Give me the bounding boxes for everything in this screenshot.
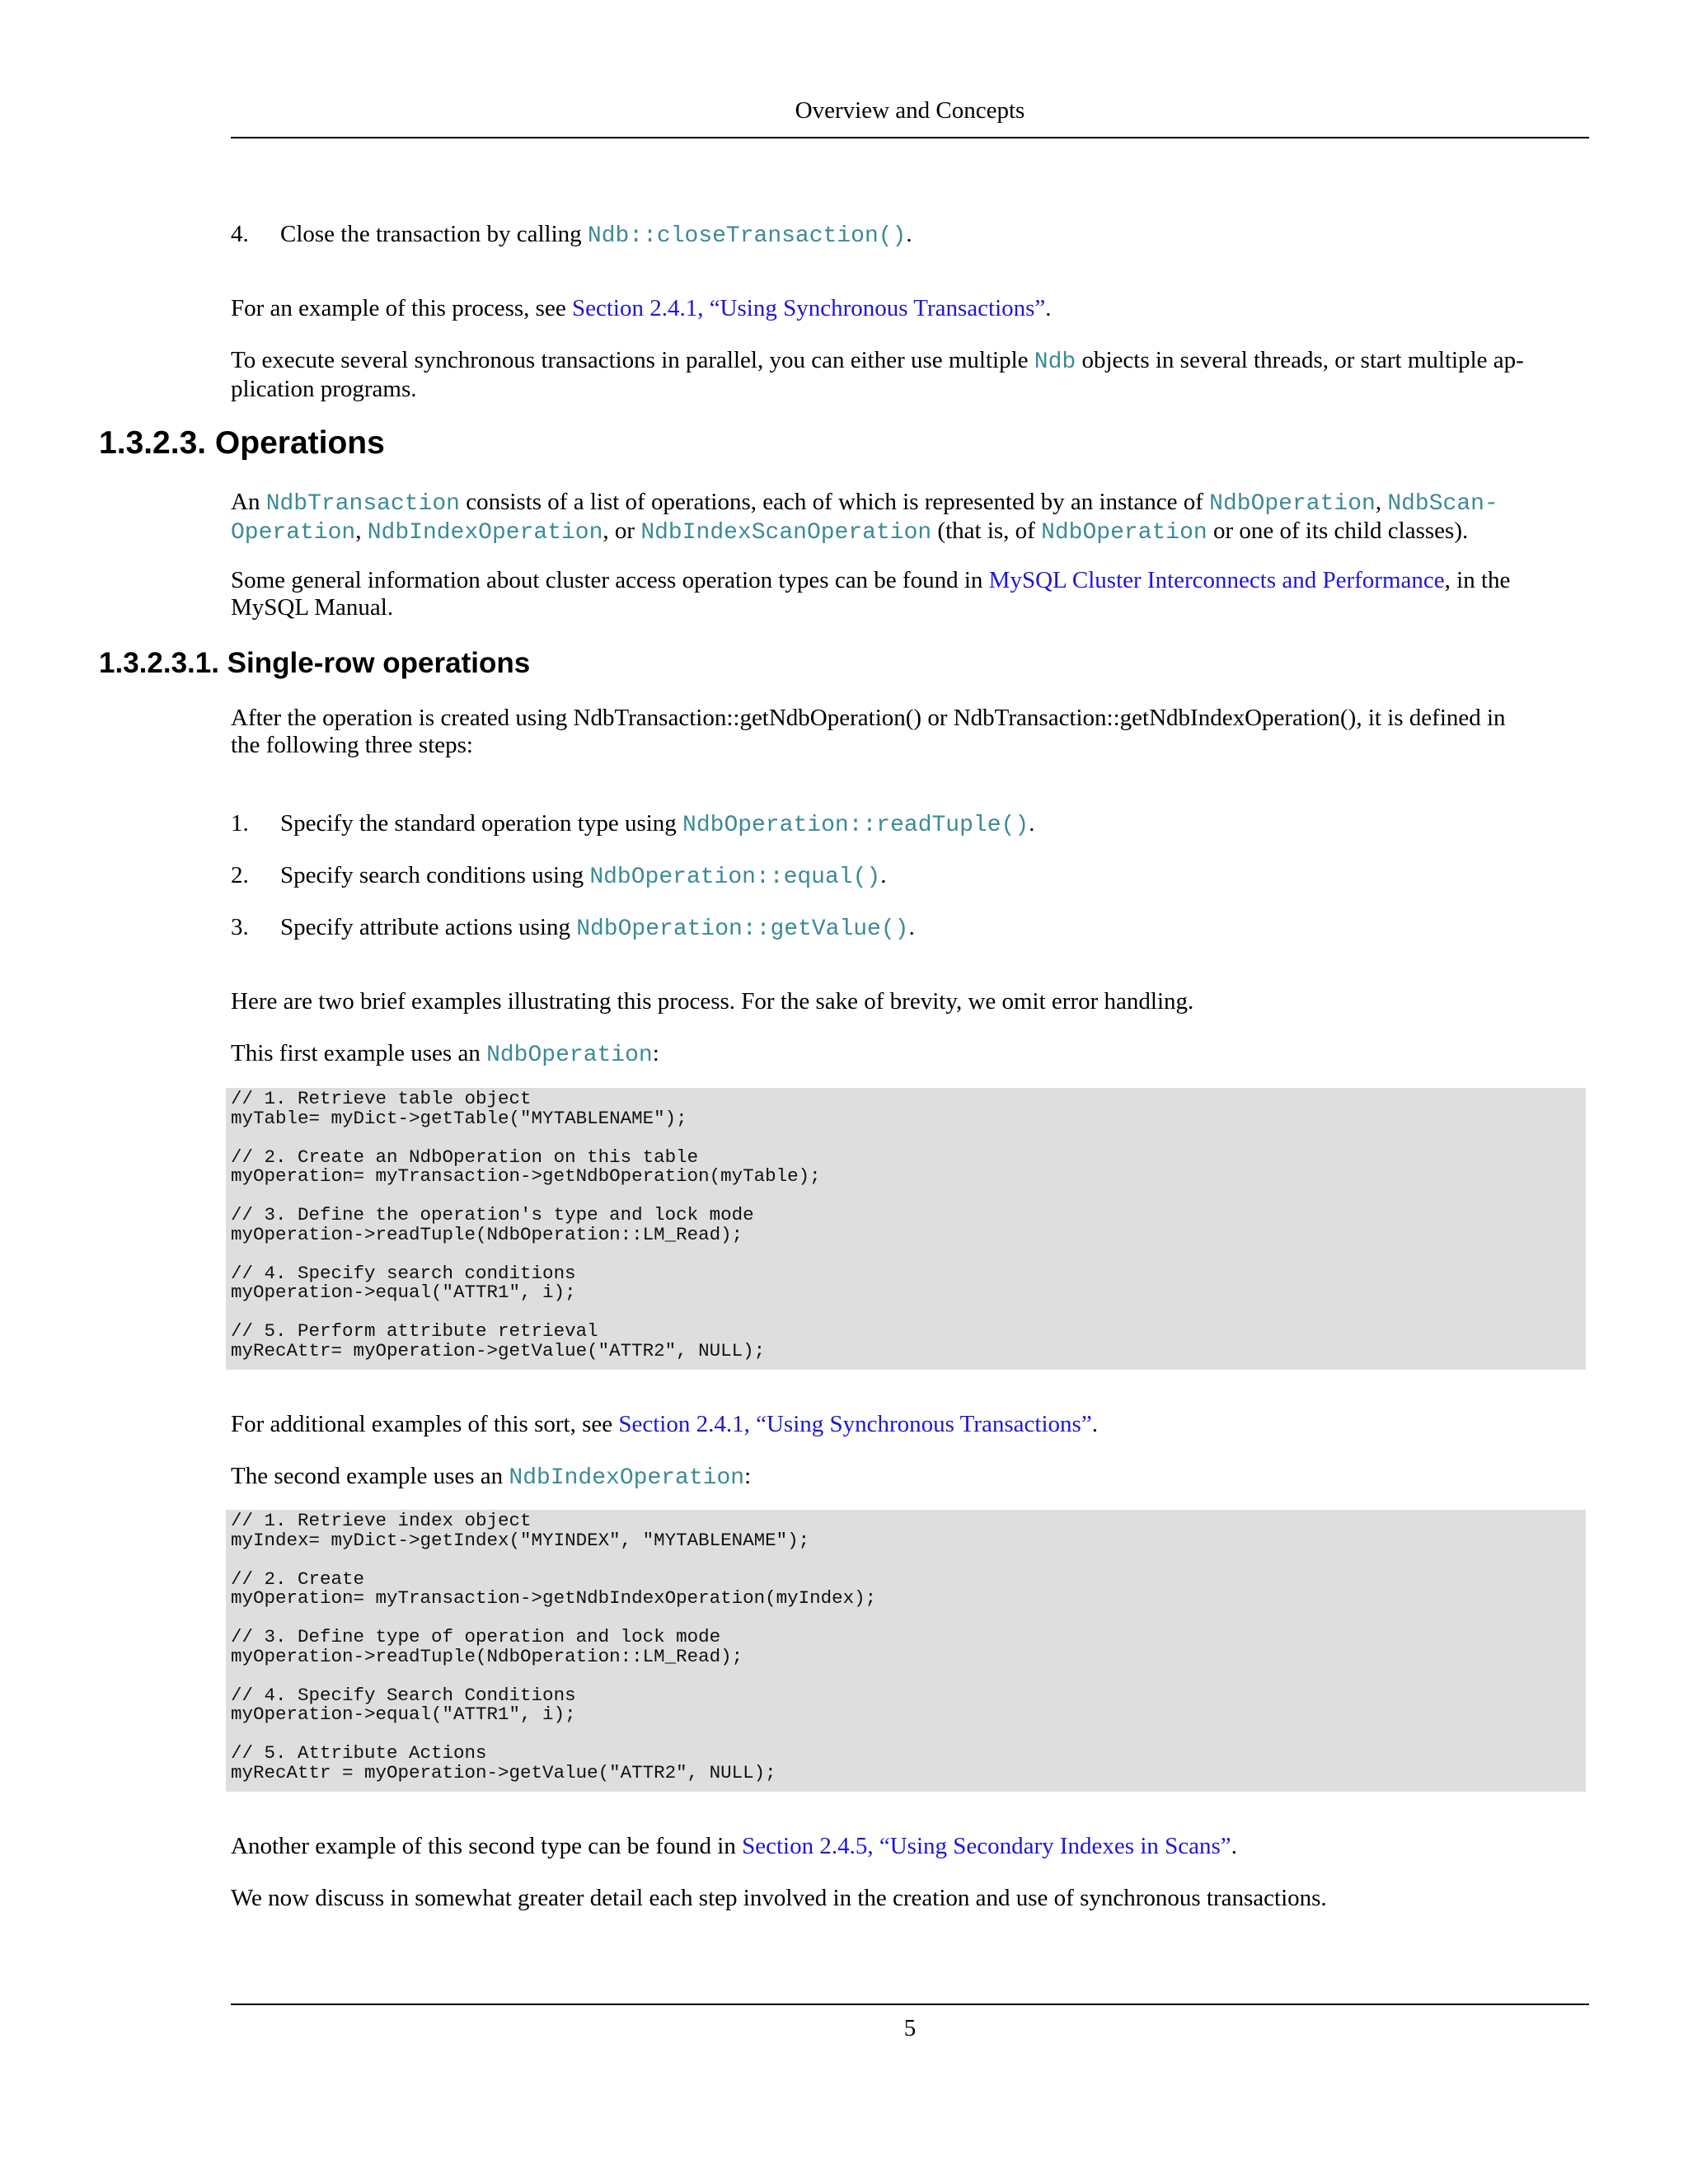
paragraph-line-2: plication programs. (231, 376, 417, 402)
header-rule (231, 137, 1589, 138)
code-ref-ndb-scan-operation[interactable]: NdbScan- (1387, 491, 1498, 517)
paragraph-additional-examples (231, 1411, 1589, 1438)
paragraph-text: Some general information about cluster access operation types can be found in (231, 567, 989, 593)
code-step-3: // 3. Define the operation's type and lock mode myOperation->readTuple(NdbOperation::LM_Read); (231, 1204, 754, 1245)
paragraph-text: For an example of this process, see (231, 295, 572, 321)
paragraph-text: This first example uses an (231, 1040, 487, 1066)
paragraph-text-end: . (1045, 295, 1052, 321)
list-text (280, 911, 915, 946)
list-text-label: Specify the standard operation type using (280, 810, 683, 837)
code-block-ndb-index-operation[interactable] (226, 1510, 1586, 1792)
paragraph-second-example (231, 1463, 1589, 1492)
code-ref-ndb-index-operation-example[interactable]: NdbIndexOperation (509, 1465, 745, 1491)
paragraph-ndb-transaction (231, 489, 1589, 546)
code-step-4: // 4. Specify Search Conditions myOperation->equal("ATTR1", i); (231, 1684, 576, 1725)
code-step-5: // 5. Attribute Actions myRecAttr = myOperation->getValue("ATTR2", NULL); (231, 1742, 776, 1783)
list-number: 3. (231, 914, 249, 940)
page-number: 5 (903, 2015, 917, 2041)
list-text-label: Specify search conditions using (280, 862, 590, 888)
heading-operations: 1.3.2.3. Operations (99, 425, 385, 461)
list-text-end: . (1029, 810, 1035, 837)
list-number: 2. (231, 862, 249, 888)
list-text (280, 859, 886, 894)
code-ref-get-value[interactable]: NdbOperation::getValue() (576, 916, 909, 942)
code-ref-ndb-operation-2[interactable]: NdbOperation (1041, 520, 1207, 546)
code-step-1: // 1. Retrieve index object myIndex= myDict->getIndex("MYINDEX", "MYTABLENAME"); (231, 1510, 810, 1551)
code-ref-ndb-index-operation[interactable]: NdbIndexOperation (367, 520, 603, 546)
paragraph-text-end: : (744, 1463, 752, 1489)
list-text-end: . (880, 862, 887, 888)
paragraph-text-end: . (1231, 1833, 1237, 1859)
paragraph-text: objects in several threads, or start multiple ap- (1076, 347, 1524, 373)
link-mysql-cluster-interconnects[interactable]: MySQL Cluster Interconnects and Performance (988, 567, 1445, 593)
code-ref-ndb-transaction[interactable]: NdbTransaction (265, 491, 460, 517)
list-number: 1. (231, 810, 249, 837)
list-text (280, 807, 1034, 842)
link-section-2-4-1-additional[interactable]: Section 2.4.1, “Using Synchronous Transactions” (618, 1411, 1092, 1437)
paragraph-text: An (231, 489, 266, 515)
paragraph-line-2 (231, 518, 1589, 546)
paragraph-text-end: . (1091, 1411, 1098, 1437)
list-text-label: Close the transaction by calling (280, 221, 588, 247)
paragraph-text: Another example of this second type can be found in (231, 1833, 743, 1859)
paragraph-general-info (231, 567, 1589, 621)
paragraph-line-1: After the operation is created using NdbTransaction::getNdbOperation() or NdbTransaction::getNdbIndexOperation(), it is defined in (231, 705, 1506, 731)
paragraph-text: or one of its child classes). (1207, 518, 1469, 544)
code-ref-read-tuple[interactable]: NdbOperation::readTuple() (682, 813, 1029, 838)
code-step-2: // 2. Create myOperation= myTransaction->getNdbIndexOperation(myIndex); (231, 1568, 877, 1609)
code-ref-close-transaction[interactable]: Ndb::closeTransaction() (587, 223, 907, 249)
code-ref-ndb[interactable]: Ndb (1034, 349, 1076, 375)
list-text (280, 218, 912, 253)
page-header: Overview and Concepts (795, 97, 1025, 124)
paragraph-text: The second example uses an (231, 1463, 509, 1489)
link-section-2-4-5[interactable]: Section 2.4.5, “Using Secondary Indexes in Scans” (742, 1833, 1231, 1859)
paragraph-text-end: : (652, 1040, 659, 1066)
link-section-2-4-1[interactable]: Section 2.4.1, “Using Synchronous Transactions” (571, 295, 1046, 321)
list-text-label: Specify attribute actions using (280, 914, 577, 940)
list-text-end: . (908, 914, 915, 940)
code-ref-ndb-scan-operation-cont[interactable]: Operation (231, 520, 356, 546)
code-ref-ndb-operation[interactable]: NdbOperation (1209, 491, 1376, 517)
paragraph-line-2: the following three steps: (231, 732, 473, 758)
paragraph-text: , or (603, 518, 641, 544)
paragraph-now-discuss: We now discuss in somewhat greater detail each step involved in the creation and use of synchronous transactions. (231, 1885, 1327, 1911)
list-text-end: . (906, 221, 912, 247)
footer-rule (231, 2004, 1589, 2005)
paragraph-line-1 (231, 567, 1589, 594)
code-step-3: // 3. Define type of operation and lock mode myOperation->readTuple(NdbOperation::LM_Read); (231, 1626, 743, 1667)
code-step-1: // 1. Retrieve table object myTable= myDict->getTable("MYTABLENAME"); (231, 1088, 687, 1129)
paragraph-text: , in the (1444, 567, 1511, 593)
paragraph-two-examples: Here are two brief examples illustrating this process. For the sake of brevity, we omit error handling. (231, 988, 1194, 1015)
code-ref-equal[interactable]: NdbOperation::equal() (589, 865, 881, 890)
paragraph-line-1 (231, 347, 1589, 376)
paragraph-first-example (231, 1040, 1589, 1069)
list-number: 4. (231, 221, 249, 247)
code-ref-ndb-index-scan-operation[interactable]: NdbIndexScanOperation (640, 520, 932, 546)
paragraph-text: For additional examples of this sort, see (231, 1411, 619, 1437)
paragraph-text: , (1375, 489, 1388, 515)
paragraph-text: To execute several synchronous transactions in parallel, you can either use multiple (231, 347, 1034, 373)
code-step-2: // 2. Create an NdbOperation on this table myOperation= myTransaction->getNdbOperation(myTable); (231, 1146, 821, 1187)
paragraph-another-example (231, 1833, 1589, 1860)
code-step-5: // 5. Perform attribute retrieval myRecAttr= myOperation->getValue("ATTR2", NULL); (231, 1320, 766, 1361)
heading-single-row-operations: 1.3.2.3.1. Single-row operations (99, 647, 531, 679)
paragraph-example-ref (231, 295, 1589, 322)
paragraph-line-2: MySQL Manual. (231, 594, 394, 621)
paragraph-parallel (231, 347, 1589, 403)
paragraph-after-created (231, 705, 1589, 759)
paragraph-text: consists of a list of operations, each of which is represented by an instance of (459, 489, 1210, 515)
paragraph-text: (that is, of (931, 518, 1042, 544)
code-ref-ndb-operation-example[interactable]: NdbOperation (486, 1043, 653, 1068)
code-step-4: // 4. Specify search conditions myOperation->equal("ATTR1", i); (231, 1262, 576, 1303)
paragraph-line-1 (231, 489, 1589, 518)
paragraph-text: , (355, 518, 368, 544)
code-block-ndb-operation[interactable] (226, 1088, 1586, 1370)
